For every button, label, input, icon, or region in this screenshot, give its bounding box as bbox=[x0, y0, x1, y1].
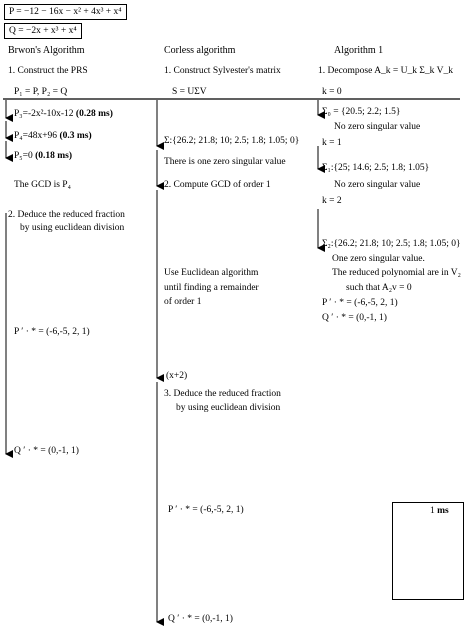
col2-step3-a: 3. Deduce the reduced fraction bbox=[164, 389, 281, 399]
col2-sigma: Σ:{26.2; 21.8; 10; 2.5; 1.8; 1.05; 0} bbox=[164, 136, 300, 146]
col1-q-result: Q ′ · * = (0,-1, 1) bbox=[14, 446, 79, 456]
q-definition-box bbox=[4, 23, 82, 39]
col3-reduced-b: such that A₂v = 0 bbox=[346, 283, 412, 293]
col2-euclid-b: until finding a remainder bbox=[164, 283, 259, 293]
col3-q-result: Q ′ · * = (0,-1, 1) bbox=[322, 313, 387, 323]
col2-q-result: Q ′ · * = (0,-1, 1) bbox=[168, 614, 233, 624]
col3-sigma1: Σ₁:{25; 14.6; 2.5; 1.8; 1.05} bbox=[322, 163, 430, 173]
time-scale-box bbox=[392, 502, 464, 600]
col3-sigma2: Σ₂:{26.2; 21.8; 10; 2.5; 1.8; 1.05; 0} bbox=[322, 239, 461, 249]
col3-one-zero: One zero singular value. bbox=[332, 254, 425, 264]
col2-euclid-a: Use Euclidean algorithm bbox=[164, 268, 259, 278]
col1-step1: 1. Construct the PRS bbox=[8, 66, 88, 76]
col2-step1: 1. Construct Sylvester's matrix bbox=[164, 66, 281, 76]
col1-p3-expr: P₃=-2x²-10x-12 bbox=[14, 109, 74, 119]
col1-p3-time: (0.28 ms) bbox=[75, 109, 113, 119]
col2-step2: 2. Compute GCD of order 1 bbox=[164, 180, 271, 190]
col3-no-zero-1: No zero singular value bbox=[334, 122, 421, 132]
col2-title: Corless algorithm bbox=[164, 45, 236, 56]
col1-p5 bbox=[14, 151, 72, 162]
col2-one-zero: There is one zero singular value bbox=[164, 157, 286, 167]
col3-no-zero-2: No zero singular value bbox=[334, 180, 421, 190]
p-definition: P = −12 − 16x − x² + 4x³ + x⁴ bbox=[9, 7, 122, 17]
col2-gcd: (x+2) bbox=[166, 371, 188, 381]
col3-step1: 1. Decompose A_k = U_k Σ_k V_k bbox=[318, 66, 453, 76]
col1-p3 bbox=[14, 109, 113, 120]
col3-sigma0: Σ₀ = {20.5; 2.2; 1.5} bbox=[322, 107, 401, 117]
col1-p-result: P ′ · * = (-6,-5, 2, 1) bbox=[14, 327, 90, 337]
time-scale-unit: ms bbox=[437, 506, 449, 516]
col1-p4-expr: P₄=48x+96 bbox=[14, 131, 58, 141]
col2-p-result: P ′ · * = (-6,-5, 2, 1) bbox=[168, 505, 244, 515]
time-scale-value: 1 bbox=[430, 506, 435, 516]
p-definition-box bbox=[4, 4, 127, 20]
col3-k0: k = 0 bbox=[322, 87, 342, 97]
col1-step2-b: by using euclidean division bbox=[20, 223, 125, 233]
col1-gcd: The GCD is P₄ bbox=[14, 180, 71, 190]
col3-reduced-a: The reduced polynomial are in V₂ bbox=[332, 268, 461, 278]
col2-step3-b: by using euclidean division bbox=[176, 403, 281, 413]
col3-p-result: P ′ · * = (-6,-5, 2, 1) bbox=[322, 298, 398, 308]
col1-p5-time: (0.18 ms) bbox=[35, 151, 73, 161]
col1-p5-expr: P₅=0 bbox=[14, 151, 33, 161]
col3-k1: k = 1 bbox=[322, 138, 342, 148]
col3-title: Algorithm 1 bbox=[334, 45, 384, 56]
col2-svd: S = UΣV bbox=[172, 87, 207, 97]
time-scale-label bbox=[430, 506, 449, 517]
q-definition: Q = −2x + x³ + x⁴ bbox=[9, 26, 77, 36]
col1-p4 bbox=[14, 131, 92, 142]
col1-p4-time: (0.3 ms) bbox=[59, 131, 92, 141]
col1-init: P₁ = P, P₂ = Q bbox=[14, 87, 68, 97]
col1-step2-a: 2. Deduce the reduced fraction bbox=[8, 210, 125, 220]
col3-k2: k = 2 bbox=[322, 196, 342, 206]
col1-title: Brwon's Algorithm bbox=[8, 45, 85, 56]
col2-euclid-c: of order 1 bbox=[164, 297, 202, 307]
